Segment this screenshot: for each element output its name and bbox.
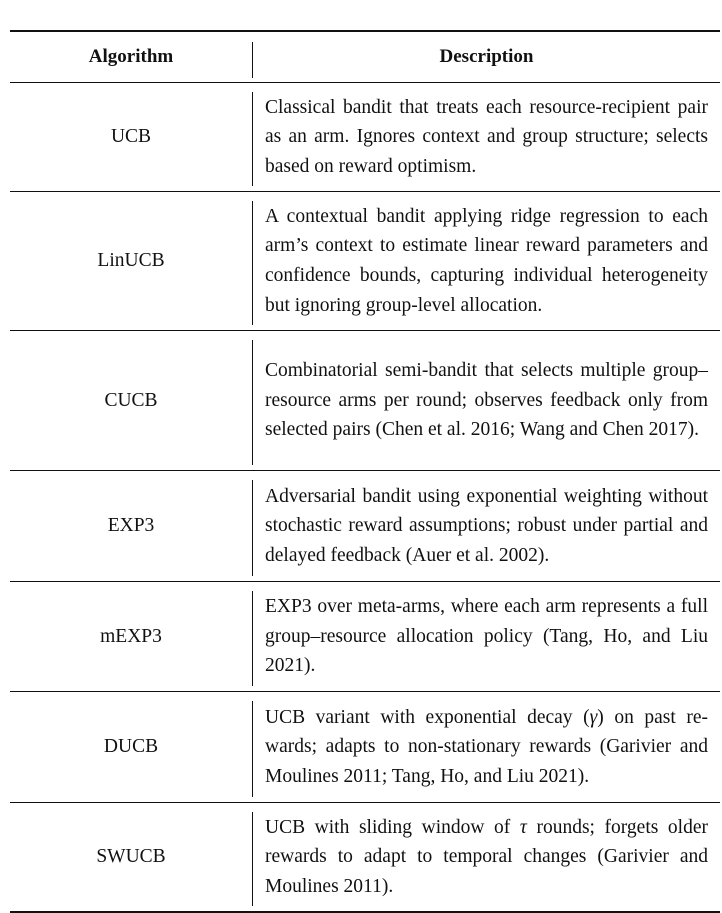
description-text-post: ) on past rewards; adapts to non-stationary rewards (Garivier and Moulines 2011; Tang, Ho, and Liu 2021). xyxy=(265,706,708,787)
table-row-ucb xyxy=(10,83,720,192)
gamma-symbol: γ xyxy=(589,706,598,728)
description-text: A contextual bandit applying ridge regression to each arm’s context to estimate linear reward parameters and confidence bounds, capturing individual heterogeneity but ignoring group-level allocation. xyxy=(265,205,708,316)
header-description: Description xyxy=(439,46,534,67)
table-row-linucb xyxy=(10,192,720,331)
table-header-row xyxy=(10,32,720,83)
description-text: Combinatorial semi-bandit that selects multiple group–resource arms per round; observes feedback only from selected pairs (Chen et al. 2016; Wang and Chen 2017). xyxy=(265,360,708,441)
algorithm-table xyxy=(10,30,720,913)
description-cell xyxy=(253,803,720,911)
algorithm-name: CUCB xyxy=(104,389,158,411)
algorithm-name: DUCB xyxy=(103,736,159,757)
table-row-exp3 xyxy=(10,471,720,582)
algorithm-name: EXP3 xyxy=(107,515,155,536)
table-row-swucb xyxy=(10,803,720,913)
description-cell xyxy=(253,471,720,581)
description-text xyxy=(265,813,708,902)
description-text-post: rounds; forgets older rewards to adapt to temporal changes (Garivier and Moulines 2011). xyxy=(265,816,708,897)
algorithm-name: mEXP3 xyxy=(100,625,162,647)
description-text: Classical bandit that treats each resource-recipient pair as an arm. Ignores context and group structure; selects based on reward optimism. xyxy=(265,96,708,177)
table-row-mexp3 xyxy=(10,582,720,692)
table-row-cucb xyxy=(10,331,720,471)
description-text-pre: UCB variant with exponential decay ( xyxy=(265,706,590,728)
description-text: EXP3 over meta-arms, where each arm represents a full group–resource allocation policy (Tang, Ho, and Liu 2021). xyxy=(265,596,708,677)
description-cell xyxy=(253,331,720,470)
description-text-pre: UCB with sliding window of xyxy=(265,816,520,838)
description-cell xyxy=(253,192,720,330)
description-cell xyxy=(253,692,720,802)
description-text: Adversarial bandit using exponential weighting without stochastic reward assumptions; robust under partial and delayed feedback (Auer et al. 2002). xyxy=(265,485,708,566)
header-algorithm: Algorithm xyxy=(88,46,174,67)
algorithm-name: UCB xyxy=(110,126,152,147)
description-cell xyxy=(253,83,720,191)
table-row-ducb xyxy=(10,692,720,803)
description-cell xyxy=(253,582,720,691)
algorithm-name: SWUCB xyxy=(96,846,166,867)
description-text xyxy=(265,703,708,792)
tau-symbol: τ xyxy=(519,816,527,838)
algorithm-name: LinUCB xyxy=(97,250,165,271)
